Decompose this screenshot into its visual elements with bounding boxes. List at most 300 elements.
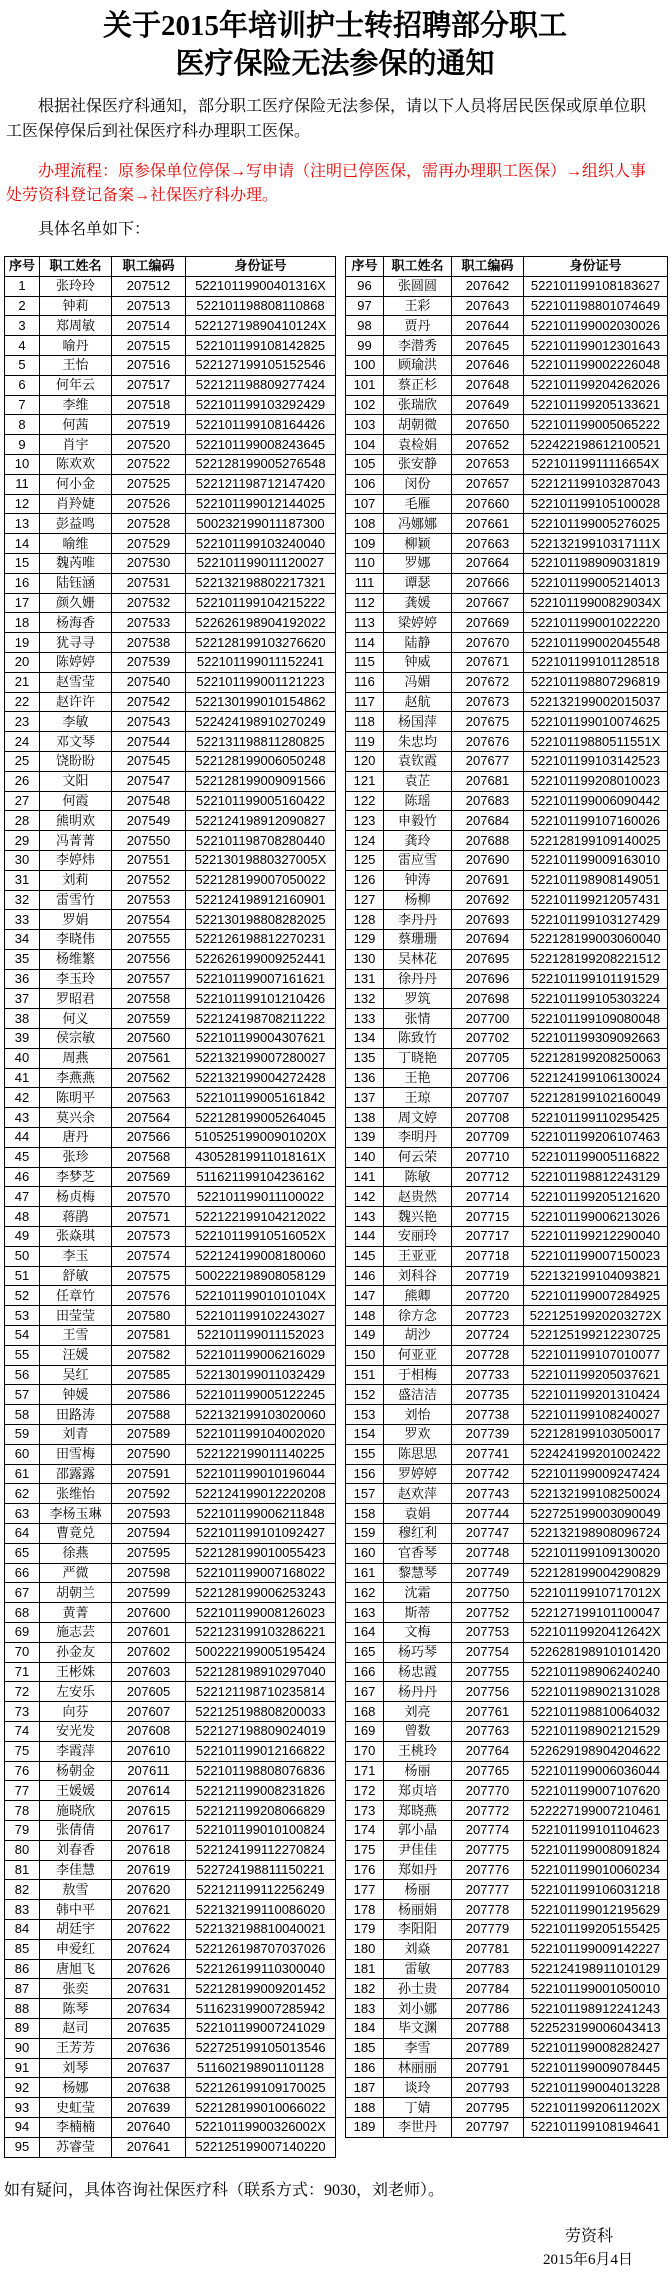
cell-serial: 143 <box>346 1207 384 1227</box>
cell-code: 207688 <box>452 831 524 851</box>
title-line-1: 关于2015年培训护士转招聘部分职工 <box>102 10 567 42</box>
cell-id-number: 522132199004272428 <box>186 1068 336 1088</box>
cell-name: 盛洁洁 <box>384 1385 452 1405</box>
table-row <box>5 1286 336 1306</box>
table-row <box>5 1187 336 1207</box>
cell-name: 严微 <box>40 1563 112 1583</box>
table-row <box>346 692 668 712</box>
cell-code: 207530 <box>112 553 186 573</box>
cell-serial: 100 <box>346 355 384 375</box>
cell-code: 207753 <box>452 1622 524 1642</box>
cell-id-number: 52210119920412642X <box>524 1622 668 1642</box>
cell-code: 207560 <box>112 1029 186 1049</box>
table-row <box>346 2038 668 2058</box>
cell-id-number: 522101199010196044 <box>186 1464 336 1484</box>
cell-id-number: 522128199006050248 <box>186 751 336 771</box>
cell-code: 207664 <box>452 553 524 573</box>
cell-serial: 112 <box>346 593 384 613</box>
cell-name: 莫兴余 <box>40 1108 112 1128</box>
cell-serial: 28 <box>5 811 40 831</box>
cell-serial: 85 <box>5 1939 40 1959</box>
cell-id-number: 522101199005122245 <box>186 1385 336 1405</box>
cell-code: 207653 <box>452 454 524 474</box>
table-row <box>5 375 336 395</box>
table-row <box>5 316 336 336</box>
table-row <box>346 910 668 930</box>
cell-name: 丁晓艳 <box>384 1048 452 1068</box>
cell-code: 207675 <box>452 712 524 732</box>
cell-name: 李婷炜 <box>40 850 112 870</box>
column-header-name: 职工姓名 <box>40 257 112 277</box>
cell-id-number: 522128199005276548 <box>186 454 336 474</box>
cell-id-number: 522101199007241029 <box>186 2018 336 2038</box>
cell-serial: 63 <box>5 1504 40 1524</box>
cell-code: 207784 <box>452 1979 524 1999</box>
cell-serial: 62 <box>5 1484 40 1504</box>
cell-serial: 71 <box>5 1662 40 1682</box>
cell-code: 207557 <box>112 969 186 989</box>
cell-name: 穆红利 <box>384 1524 452 1544</box>
cell-serial: 169 <box>346 1721 384 1741</box>
cell-id-number: 522101199009163010 <box>524 850 668 870</box>
cell-code: 207590 <box>112 1444 186 1464</box>
cell-serial: 22 <box>5 692 40 712</box>
cell-name: 杨国萍 <box>384 712 452 732</box>
cell-id-number: 522101199108240027 <box>524 1405 668 1425</box>
table-row <box>346 355 668 375</box>
cell-code: 207752 <box>452 1603 524 1623</box>
cell-name: 喻维 <box>40 534 112 554</box>
cell-serial: 44 <box>5 1128 40 1148</box>
table-row <box>346 1702 668 1722</box>
cell-name: 陈琴 <box>40 1999 112 2019</box>
table-row <box>5 2038 336 2058</box>
cell-code: 207754 <box>452 1642 524 1662</box>
table-row <box>5 791 336 811</box>
cell-id-number: 522227199007210461 <box>524 1801 668 1821</box>
cell-id-number: 522101199008243645 <box>186 435 336 455</box>
cell-name: 施晓欣 <box>40 1801 112 1821</box>
cell-code: 207542 <box>112 692 186 712</box>
cell-id-number: 522101199105303224 <box>524 989 668 1009</box>
cell-serial: 120 <box>346 751 384 771</box>
table-row <box>346 1979 668 1999</box>
table-row <box>5 1642 336 1662</box>
table-row <box>5 1345 336 1365</box>
table-row <box>346 1345 668 1365</box>
cell-serial: 8 <box>5 415 40 435</box>
cell-serial: 26 <box>5 771 40 791</box>
table-row <box>346 1464 668 1484</box>
cell-serial: 129 <box>346 930 384 950</box>
cell-serial: 168 <box>346 1702 384 1722</box>
cell-code: 207735 <box>452 1385 524 1405</box>
cell-name: 谈玲 <box>384 2078 452 2098</box>
cell-serial: 167 <box>346 1682 384 1702</box>
cell-serial: 177 <box>346 1880 384 1900</box>
cell-name: 徐丹丹 <box>384 969 452 989</box>
cell-serial: 98 <box>346 316 384 336</box>
cell-name: 罗昭君 <box>40 989 112 1009</box>
cell-name: 罗婷婷 <box>384 1464 452 1484</box>
cell-id-number: 522626198904192022 <box>186 613 336 633</box>
table-row <box>5 1365 336 1385</box>
cell-serial: 58 <box>5 1405 40 1425</box>
table-row <box>346 1365 668 1385</box>
cell-name: 安光发 <box>40 1721 112 1741</box>
cell-id-number: 522132199104093821 <box>524 1266 668 1286</box>
table-row <box>5 652 336 672</box>
cell-id-number: 522126199110300040 <box>186 1959 336 1979</box>
table-row <box>346 1227 668 1247</box>
cell-code: 207698 <box>452 989 524 1009</box>
cell-serial: 123 <box>346 811 384 831</box>
cell-serial: 5 <box>5 355 40 375</box>
cell-code: 207580 <box>112 1306 186 1326</box>
cell-name: 尹佳佳 <box>384 1840 452 1860</box>
table-row <box>5 1464 336 1484</box>
cell-code: 207644 <box>452 316 524 336</box>
cell-name: 杨柳 <box>384 890 452 910</box>
cell-name: 申毅竹 <box>384 811 452 831</box>
cell-code: 207607 <box>112 1702 186 1722</box>
cell-code: 207515 <box>112 336 186 356</box>
cell-code: 207543 <box>112 712 186 732</box>
cell-id-number: 522101199309092663 <box>524 1029 668 1049</box>
cell-id-number: 522130198808282025 <box>186 910 336 930</box>
cell-code: 207599 <box>112 1583 186 1603</box>
cell-code: 207553 <box>112 890 186 910</box>
cell-code: 207614 <box>112 1781 186 1801</box>
table-row <box>346 850 668 870</box>
cell-serial: 103 <box>346 415 384 435</box>
cell-code: 207556 <box>112 949 186 969</box>
cell-code: 207570 <box>112 1187 186 1207</box>
cell-serial: 187 <box>346 2078 384 2098</box>
cell-name: 李丹丹 <box>384 910 452 930</box>
table-row <box>5 355 336 375</box>
cell-id-number: 500232199011187300 <box>186 514 336 534</box>
cell-name: 雷应雪 <box>384 850 452 870</box>
cell-code: 207562 <box>112 1068 186 1088</box>
cell-code: 207642 <box>452 276 524 296</box>
table-row <box>346 1167 668 1187</box>
cell-name: 李楠楠 <box>40 2117 112 2137</box>
cell-code: 207540 <box>112 672 186 692</box>
table-row <box>346 1286 668 1306</box>
cell-id-number: 522128199007050022 <box>186 870 336 890</box>
cell-name: 林丽丽 <box>384 2058 452 2078</box>
cell-id-number: 522101199002226048 <box>524 355 668 375</box>
cell-code: 207617 <box>112 1820 186 1840</box>
cell-name: 罗欢 <box>384 1425 452 1445</box>
cell-name: 饶盼盼 <box>40 751 112 771</box>
table-row <box>5 1068 336 1088</box>
cell-code: 207691 <box>452 870 524 890</box>
cell-id-number: 522101199205133621 <box>524 395 668 415</box>
table-row <box>5 1801 336 1821</box>
cell-code: 207638 <box>112 2078 186 2098</box>
cell-code: 207789 <box>452 2038 524 2058</box>
table-row <box>5 1504 336 1524</box>
cell-id-number: 522101199106031218 <box>524 1880 668 1900</box>
cell-serial: 175 <box>346 1840 384 1860</box>
cell-code: 207646 <box>452 355 524 375</box>
table-row <box>5 1563 336 1583</box>
cell-name: 喻丹 <box>40 336 112 356</box>
table-row <box>346 613 668 633</box>
table-row <box>5 831 336 851</box>
cell-code: 207755 <box>452 1662 524 1682</box>
table-row <box>346 1820 668 1840</box>
cell-name: 何霞 <box>40 791 112 811</box>
cell-code: 207739 <box>452 1425 524 1445</box>
table-row <box>346 751 668 771</box>
cell-serial: 180 <box>346 1939 384 1959</box>
cell-serial: 86 <box>5 1959 40 1979</box>
cell-code: 207660 <box>452 494 524 514</box>
cell-name: 何茜 <box>40 415 112 435</box>
cell-serial: 65 <box>5 1543 40 1563</box>
table-row <box>5 2117 336 2137</box>
cell-serial: 114 <box>346 633 384 653</box>
table-row <box>346 1880 668 1900</box>
cell-serial: 59 <box>5 1425 40 1445</box>
cell-id-number: 522101198801074649 <box>524 296 668 316</box>
cell-id-number: 522124199008180060 <box>186 1246 336 1266</box>
cell-code: 207619 <box>112 1860 186 1880</box>
cell-code: 207594 <box>112 1524 186 1544</box>
table-row <box>346 672 668 692</box>
cell-code: 207618 <box>112 1840 186 1860</box>
cell-code: 207743 <box>452 1484 524 1504</box>
cell-id-number: 522101199010060234 <box>524 1860 668 1880</box>
table-row <box>5 1484 336 1504</box>
table-row <box>5 454 336 474</box>
cell-code: 207774 <box>452 1820 524 1840</box>
cell-serial: 6 <box>5 375 40 395</box>
cell-id-number: 522121199008231826 <box>186 1781 336 1801</box>
cell-name: 李雪 <box>384 2038 452 2058</box>
cell-name: 杨丽 <box>384 1880 452 1900</box>
cell-code: 207717 <box>452 1227 524 1247</box>
cell-serial: 33 <box>5 910 40 930</box>
cell-code: 207715 <box>452 1207 524 1227</box>
cell-serial: 162 <box>346 1583 384 1603</box>
cell-serial: 41 <box>5 1068 40 1088</box>
table-row <box>346 2058 668 2078</box>
cell-name: 李维 <box>40 395 112 415</box>
cell-code: 207531 <box>112 573 186 593</box>
cell-code: 207692 <box>452 890 524 910</box>
cell-id-number: 522121199103287043 <box>524 474 668 494</box>
table-row <box>346 1306 668 1326</box>
cell-serial: 46 <box>5 1167 40 1187</box>
table-row <box>346 1029 668 1049</box>
cell-id-number: 522101199101092427 <box>186 1524 336 1544</box>
cell-code: 207550 <box>112 831 186 851</box>
cell-name: 蔡珊珊 <box>384 930 452 950</box>
cell-code: 207513 <box>112 296 186 316</box>
cell-id-number: 522101199012195629 <box>524 1900 668 1920</box>
cell-serial: 67 <box>5 1583 40 1603</box>
cell-serial: 137 <box>346 1088 384 1108</box>
cell-name: 张圆圆 <box>384 276 452 296</box>
cell-id-number: 52210119900829034X <box>524 593 668 613</box>
cell-code: 207700 <box>452 1009 524 1029</box>
cell-code: 207666 <box>452 573 524 593</box>
table-row <box>346 1187 668 1207</box>
cell-code: 207772 <box>452 1801 524 1821</box>
cell-serial: 127 <box>346 890 384 910</box>
cell-id-number: 522101199201310424 <box>524 1385 668 1405</box>
cell-code: 207640 <box>112 2117 186 2137</box>
cell-name: 李明丹 <box>384 1128 452 1148</box>
cell-name: 王彬姝 <box>40 1662 112 1682</box>
cell-code: 207532 <box>112 593 186 613</box>
cell-name: 郑周敏 <box>40 316 112 336</box>
cell-code: 207744 <box>452 1504 524 1524</box>
cell-name: 钟莉 <box>40 296 112 316</box>
cell-name: 王怡 <box>40 355 112 375</box>
cell-serial: 146 <box>346 1266 384 1286</box>
table-row <box>346 633 668 653</box>
table-row <box>5 1246 336 1266</box>
cell-name: 安丽玲 <box>384 1227 452 1247</box>
cell-code: 207781 <box>452 1939 524 1959</box>
cell-name: 杨忠霞 <box>384 1662 452 1682</box>
cell-serial: 116 <box>346 672 384 692</box>
cell-id-number: 522122199104212022 <box>186 1207 336 1227</box>
table-row <box>5 1385 336 1405</box>
cell-code: 207522 <box>112 454 186 474</box>
cell-serial: 90 <box>5 2038 40 2058</box>
table-row <box>5 969 336 989</box>
cell-id-number: 522126199109170025 <box>186 2078 336 2098</box>
column-header-code: 职工编码 <box>112 257 186 277</box>
cell-name: 黄菁 <box>40 1603 112 1623</box>
cell-code: 207605 <box>112 1682 186 1702</box>
cell-name: 犹寻寻 <box>40 633 112 653</box>
cell-code: 207559 <box>112 1009 186 1029</box>
cell-name: 袁娟 <box>384 1504 452 1524</box>
table-row <box>5 1167 336 1187</box>
cell-name: 赵欢萍 <box>384 1484 452 1504</box>
cell-code: 207748 <box>452 1543 524 1563</box>
cell-id-number: 522124198912090827 <box>186 811 336 831</box>
cell-id-number: 522101199001050010 <box>524 1979 668 1999</box>
cell-id-number: 500222198908058129 <box>186 1266 336 1286</box>
cell-serial: 186 <box>346 2058 384 2078</box>
table-row <box>346 1741 668 1761</box>
cell-name: 朱忠均 <box>384 732 452 752</box>
cell-name: 侯宗敏 <box>40 1029 112 1049</box>
cell-code: 207539 <box>112 652 186 672</box>
cell-id-number: 522101199011120027 <box>186 553 336 573</box>
cell-name: 赵许许 <box>40 692 112 712</box>
cell-serial: 40 <box>5 1048 40 1068</box>
cell-serial: 111 <box>346 573 384 593</box>
cell-serial: 179 <box>346 1919 384 1939</box>
cell-code: 207657 <box>452 474 524 494</box>
cell-id-number: 522128199006253243 <box>186 1583 336 1603</box>
cell-code: 207581 <box>112 1326 186 1346</box>
table-row <box>5 1543 336 1563</box>
cell-serial: 60 <box>5 1444 40 1464</box>
cell-code: 207622 <box>112 1919 186 1939</box>
table-row <box>5 573 336 593</box>
cell-serial: 124 <box>346 831 384 851</box>
cell-id-number: 522101199005065222 <box>524 415 668 435</box>
cell-id-number: 522124199012220208 <box>186 1484 336 1504</box>
cell-serial: 12 <box>5 494 40 514</box>
cell-name: 刘怡 <box>384 1405 452 1425</box>
cell-id-number: 522126198707037026 <box>186 1939 336 1959</box>
table-row <box>5 1266 336 1286</box>
cell-id-number: 522101199005214013 <box>524 573 668 593</box>
cell-name: 田路涛 <box>40 1405 112 1425</box>
cell-serial: 95 <box>5 2137 40 2157</box>
cell-code: 207552 <box>112 870 186 890</box>
table-row <box>5 989 336 1009</box>
cell-name: 张玲玲 <box>40 276 112 296</box>
cell-serial: 76 <box>5 1761 40 1781</box>
cell-name: 李晓伟 <box>40 930 112 950</box>
list-intro: 具体名单如下： <box>38 221 151 238</box>
cell-code: 207544 <box>112 732 186 752</box>
cell-name: 黎慧琴 <box>384 1563 452 1583</box>
table-row <box>346 1068 668 1088</box>
table-row <box>346 1919 668 1939</box>
cell-name: 王亚亚 <box>384 1246 452 1266</box>
cell-name: 熊明欢 <box>40 811 112 831</box>
cell-id-number: 522101199008282427 <box>524 2038 668 2058</box>
cell-serial: 30 <box>5 850 40 870</box>
cell-name: 舒敏 <box>40 1266 112 1286</box>
cell-code: 207563 <box>112 1088 186 1108</box>
cell-serial: 35 <box>5 949 40 969</box>
cell-serial: 139 <box>346 1128 384 1148</box>
cell-name: 杨贞梅 <box>40 1187 112 1207</box>
cell-id-number: 522128199102160049 <box>524 1088 668 1108</box>
notice-title <box>0 7 670 83</box>
cell-id-number: 522128199003060040 <box>524 930 668 950</box>
cell-id-number: 522101199007168022 <box>186 1563 336 1583</box>
cell-serial: 102 <box>346 395 384 415</box>
cell-name: 胡朝兰 <box>40 1583 112 1603</box>
cell-code: 207589 <box>112 1425 186 1445</box>
cell-id-number: 52210119910516052X <box>186 1227 336 1247</box>
table-row <box>5 712 336 732</box>
table-row <box>5 732 336 752</box>
cell-code: 207783 <box>452 1959 524 1979</box>
cell-code: 207517 <box>112 375 186 395</box>
cell-code: 207576 <box>112 1286 186 1306</box>
table-row <box>5 494 336 514</box>
cell-id-number: 522101199006090442 <box>524 791 668 811</box>
cell-code: 207595 <box>112 1543 186 1563</box>
table-row <box>346 811 668 831</box>
cell-serial: 21 <box>5 672 40 692</box>
cell-code: 207603 <box>112 1662 186 1682</box>
cell-serial: 55 <box>5 1345 40 1365</box>
cell-name: 柳颖 <box>384 534 452 554</box>
cell-code: 207588 <box>112 1405 186 1425</box>
cell-id-number: 522101198812243129 <box>524 1167 668 1187</box>
cell-serial: 122 <box>346 791 384 811</box>
cell-id-number: 522101199108142825 <box>186 336 336 356</box>
cell-serial: 188 <box>346 2098 384 2118</box>
